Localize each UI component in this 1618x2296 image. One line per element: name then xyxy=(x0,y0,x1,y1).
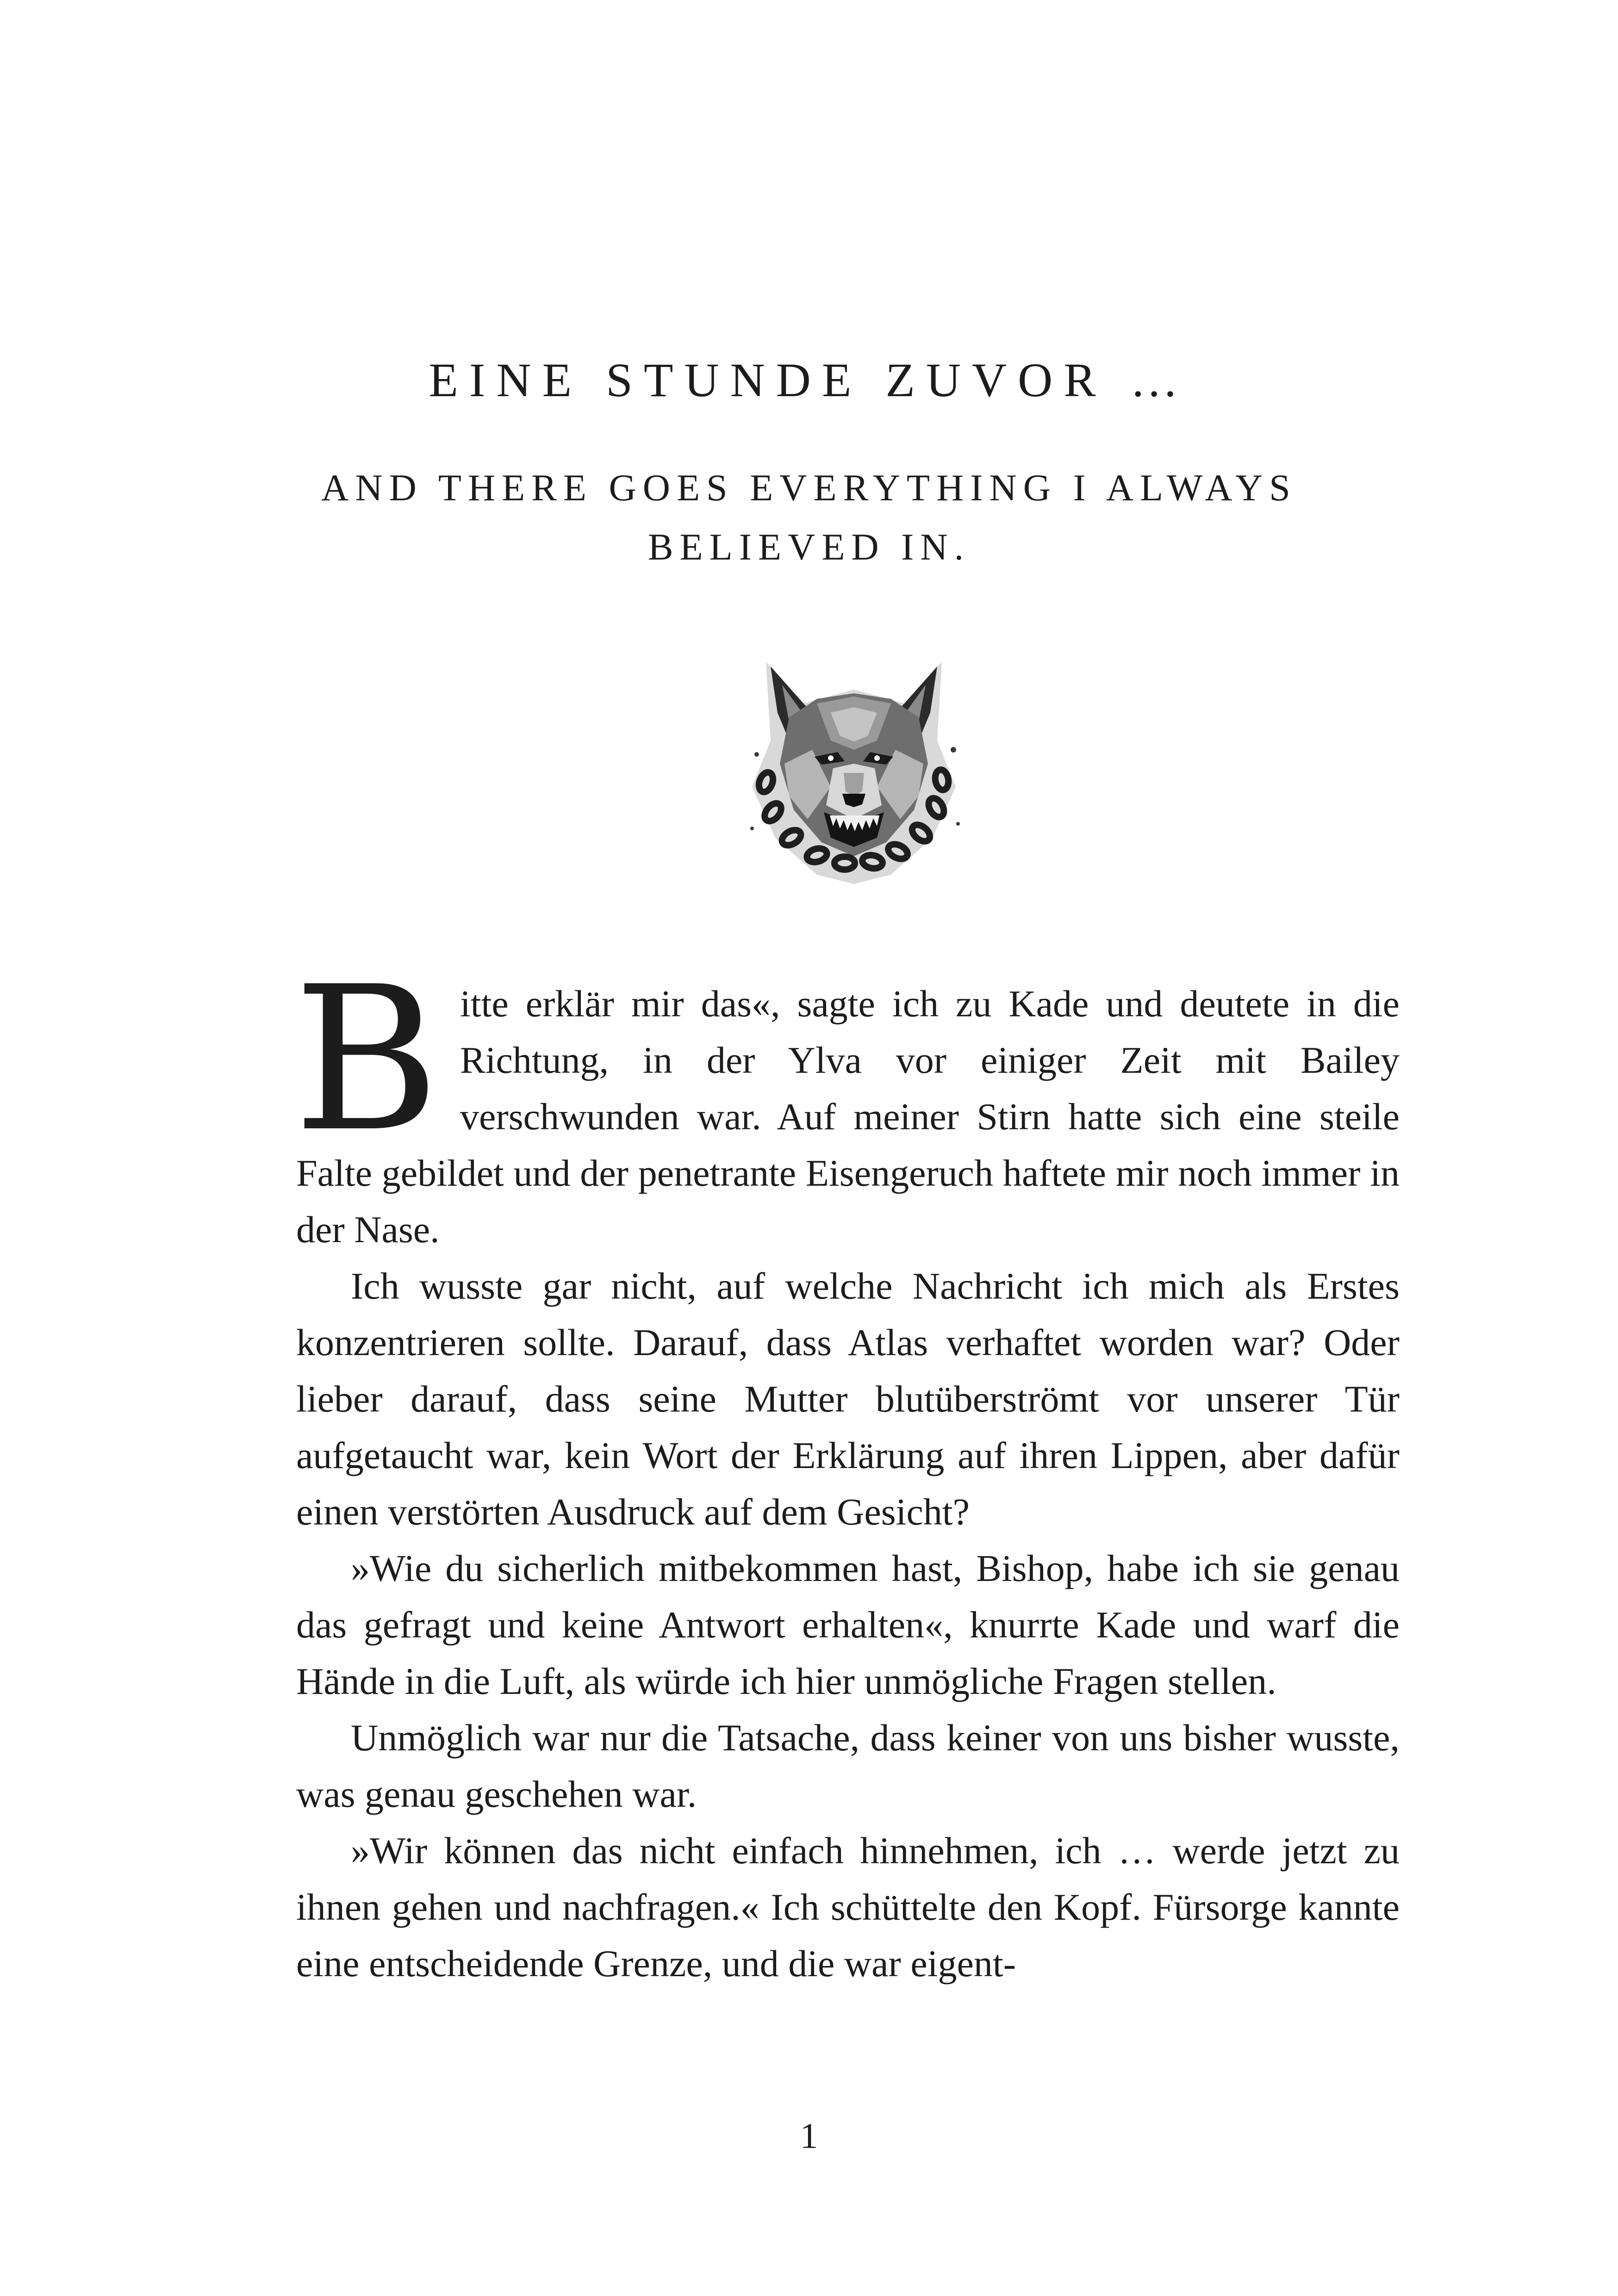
paragraph-4: Unmöglich war nur die Tatsache, dass keiner von uns bisher wusste, was genau geschehen war. xyxy=(296,1717,1400,1815)
chapter-title: EINE STUNDE ZUVOR … xyxy=(429,354,1189,407)
paragraph-2: Ich wusste gar nicht, auf welche Nachricht ich mich als Erstes konzentrieren sollte. Darauf, dass Atlas verhaftet worden war? Oder lieber darauf, dass seine Mutter blutüberströmt vor unserer Tür aufgetaucht war, kein Wort der Erklärung auf ihren Lippen, aber dafür einen verstörten Ausdruck auf dem Gesicht? xyxy=(296,1265,1400,1533)
paragraph-3: »Wie du sicherlich mitbekommen hast, Bishop, habe ich sie genau das gefragt und keine Antwort erhalten«, knurrte Kade und warf die Hände in die Luft, als würde ich hier unmögliche Fragen stellen. xyxy=(296,1547,1400,1702)
chapter-subtitle: AND THERE GOES EVERYTHING I ALWAYS BELIEVED IN. xyxy=(321,467,1297,568)
body-text xyxy=(293,944,1400,1992)
paragraph-1 xyxy=(293,944,1400,1258)
wolf-head-with-chain-icon xyxy=(738,634,970,884)
drop-cap: B xyxy=(293,944,440,1176)
page-number: 1 xyxy=(800,2116,818,2156)
paragraph-1-text: itte erklär mir das«, sagte ich zu Kade und deutete in die Richtung, in der Ylva vor einiger Zeit mit Bailey verschwunden war. Auf meiner Stirn hatte sich eine steile Falte gebildet und der penetrante Eisengeruch haftete mir noch immer in der Nase. xyxy=(296,983,1400,1251)
paragraph-5: »Wir können das nicht einfach hinnehmen, ich … werde jetzt zu ihnen gehen und nachfragen.« Ich schüttelte den Kopf. Fürsorge kannte eine entscheidende Grenze, und die war eigent- xyxy=(296,1829,1400,1985)
